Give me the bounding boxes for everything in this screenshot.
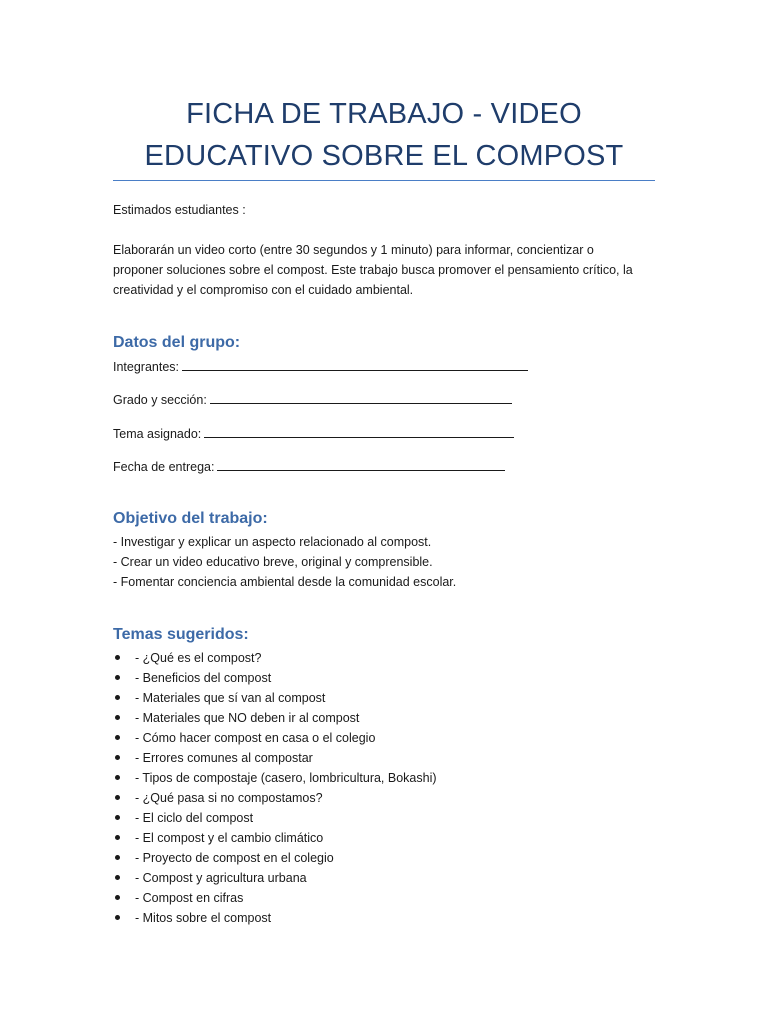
objective-heading: Objetivo del trabajo:: [113, 510, 268, 527]
field-tema-asignado: [113, 424, 514, 443]
field-integrantes: [113, 357, 528, 376]
topic-text: - ¿Qué pasa si no compostamos?: [135, 791, 323, 805]
field-label: Fecha de entrega:: [113, 460, 215, 474]
topic-text: - Beneficios del compost: [135, 671, 272, 685]
title-divider: [113, 180, 655, 181]
topic-text: - Proyecto de compost en el colegio: [135, 851, 334, 865]
list-item: [113, 808, 437, 828]
list-item: [113, 668, 437, 688]
bullet-icon: [115, 735, 120, 740]
topic-text: - Mitos sobre el compost: [135, 911, 272, 925]
bullet-icon: [115, 715, 120, 720]
bullet-icon: [115, 695, 120, 700]
bullet-icon: [115, 675, 120, 680]
field-fecha-entrega: [113, 457, 505, 476]
list-item: [113, 908, 437, 928]
bullet-icon: [115, 835, 120, 840]
document-title: FICHA DE TRABAJO - VIDEO EDUCATIVO SOBRE EL COMPOST: [144, 98, 624, 172]
bullet-icon: [115, 795, 120, 800]
bullet-icon: [115, 915, 120, 920]
list-item: [113, 848, 437, 868]
intro-line-2: proponer soluciones sobre el compost. Este trabajo busca promover el pensamiento crítico, la: [113, 263, 633, 277]
list-item: - Fomentar conciencia ambiental desde la comunidad escolar.: [113, 575, 457, 589]
tema-asignado-blank-line[interactable]: [204, 424, 514, 438]
topic-text: - Errores comunes al compostar: [135, 751, 313, 765]
topic-text: - Tipos de compostaje (casero, lombricultura, Bokashi): [135, 771, 437, 785]
topic-text: - Compost en cifras: [135, 891, 244, 905]
bullet-icon: [115, 775, 120, 780]
group-heading: Datos del grupo:: [113, 334, 241, 351]
list-item: [113, 828, 437, 848]
topics-heading: Temas sugeridos:: [113, 626, 249, 643]
topics-list: [113, 648, 437, 928]
fecha-entrega-blank-line[interactable]: [217, 457, 505, 471]
list-item: [113, 888, 437, 908]
list-item: [113, 728, 437, 748]
list-item: [113, 688, 437, 708]
bullet-icon: [115, 875, 120, 880]
field-label: Tema asignado:: [113, 427, 202, 441]
grado-seccion-blank-line[interactable]: [210, 390, 512, 404]
bullet-icon: [115, 815, 120, 820]
topic-text: - Materiales que NO deben ir al compost: [135, 711, 360, 725]
greeting-text: Estimados estudiantes :: [113, 203, 246, 217]
topic-text: - Compost y agricultura urbana: [135, 871, 307, 885]
topic-text: - Cómo hacer compost en casa o el colegio: [135, 731, 376, 745]
bullet-icon: [115, 655, 120, 660]
list-item: [113, 768, 437, 788]
topic-text: - El ciclo del compost: [135, 811, 254, 825]
list-item: [113, 708, 437, 728]
topic-text: - Materiales que sí van al compost: [135, 691, 326, 705]
bullet-icon: [115, 895, 120, 900]
list-item: [113, 748, 437, 768]
topic-text: - ¿Qué es el compost?: [135, 651, 262, 665]
list-item: [113, 868, 437, 888]
list-item: [113, 648, 437, 668]
field-grado-seccion: [113, 390, 512, 409]
list-item: [113, 788, 437, 808]
list-item: - Investigar y explicar un aspecto relacionado al compost.: [113, 535, 432, 549]
intro-line-3: creatividad y el compromiso con el cuidado ambiental.: [113, 283, 414, 297]
topic-text: - El compost y el cambio climático: [135, 831, 324, 845]
integrantes-blank-line[interactable]: [182, 357, 528, 371]
list-item: - Crear un video educativo breve, original y comprensible.: [113, 555, 433, 569]
intro-line-1: Elaborarán un video corto (entre 30 segundos y 1 minuto) para informar, concientizar o: [113, 243, 594, 257]
field-label: Grado y sección:: [113, 393, 207, 407]
bullet-icon: [115, 855, 120, 860]
bullet-icon: [115, 755, 120, 760]
field-label: Integrantes:: [113, 360, 180, 374]
objective-list: [113, 532, 456, 592]
